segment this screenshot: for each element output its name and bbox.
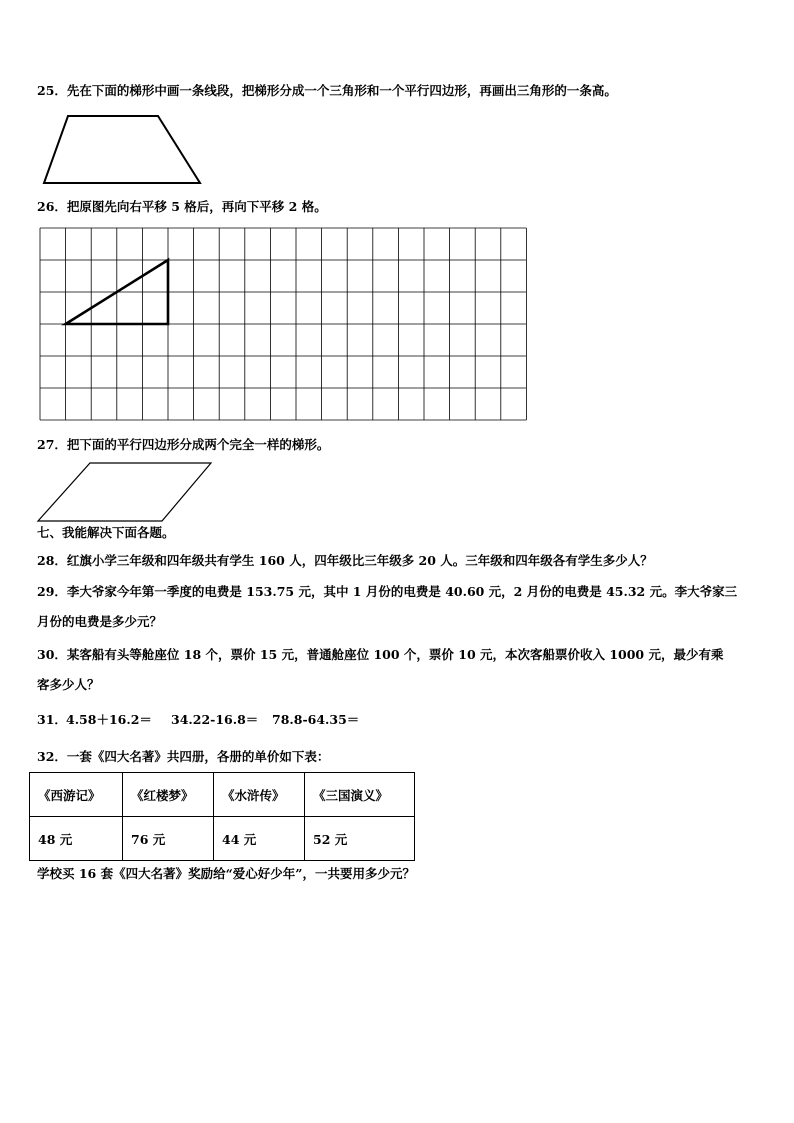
question-29-line-1: 29．李大爷家今年第一季度的电费是 153.75 元，其中 1 月份的电费是 40.60 元，2 月份的电费是 45.32 元。李大爷家三 (37, 584, 738, 599)
table-cell-price: 44 元 (214, 817, 305, 861)
question-31-expression-3: 78.8-64.35＝ (272, 712, 360, 727)
question-30-line-2: 客多少人？ (37, 677, 100, 692)
table-row-titles (30, 773, 415, 817)
question-32: 32．一套《四大名著》共四册，各册的单价如下表： (37, 749, 330, 764)
table-cell-price: 48 元 (30, 817, 123, 861)
table-cell-price: 76 元 (123, 817, 214, 861)
question-31-expression-1: 4.58＋16.2＝ (66, 712, 152, 727)
question-28: 28．红旗小学三年级和四年级共有学生 160 人，四年级比三年级多 20 人。三年级和四年级各有学生多少人？ (37, 553, 653, 568)
question-31-label: 31． (37, 712, 67, 727)
question-25: 25．先在下面的梯形中画一条线段，把梯形分成一个三角形和一个平行四边形，再画出三角形的一条高。 (37, 83, 617, 98)
table-cell-title: 《西游记》 (30, 773, 123, 817)
question-31-expression-2: 34.22-16.8＝ (171, 712, 259, 727)
table-row-prices (30, 817, 415, 861)
table-cell-title: 《三国演义》 (305, 773, 415, 817)
question-29-line-2: 月份的电费是多少元？ (37, 614, 163, 629)
question-30-line-1: 30．某客船有头等舱座位 18 个，票价 15 元，普通舱座位 100 个，票价 10 元，本次客船票价收入 1000 元，最少有乘 (37, 647, 724, 662)
table-cell-title: 《水浒传》 (214, 773, 305, 817)
section-7-heading: 七、我能解决下面各题。 (37, 525, 175, 540)
table-cell-price: 52 元 (305, 817, 415, 861)
question-27: 27．把下面的平行四边形分成两个完全一样的梯形。 (37, 437, 330, 452)
table-cell-title: 《红楼梦》 (123, 773, 214, 817)
question-32-follow-up: 学校买 16 套《四大名著》奖励给“爱心好少年”，一共要用多少元？ (37, 866, 415, 881)
parallelogram-shape (38, 463, 211, 521)
question-26: 26．把原图先向右平移 5 格后，再向下平移 2 格。 (37, 199, 327, 214)
book-price-table (29, 772, 415, 861)
